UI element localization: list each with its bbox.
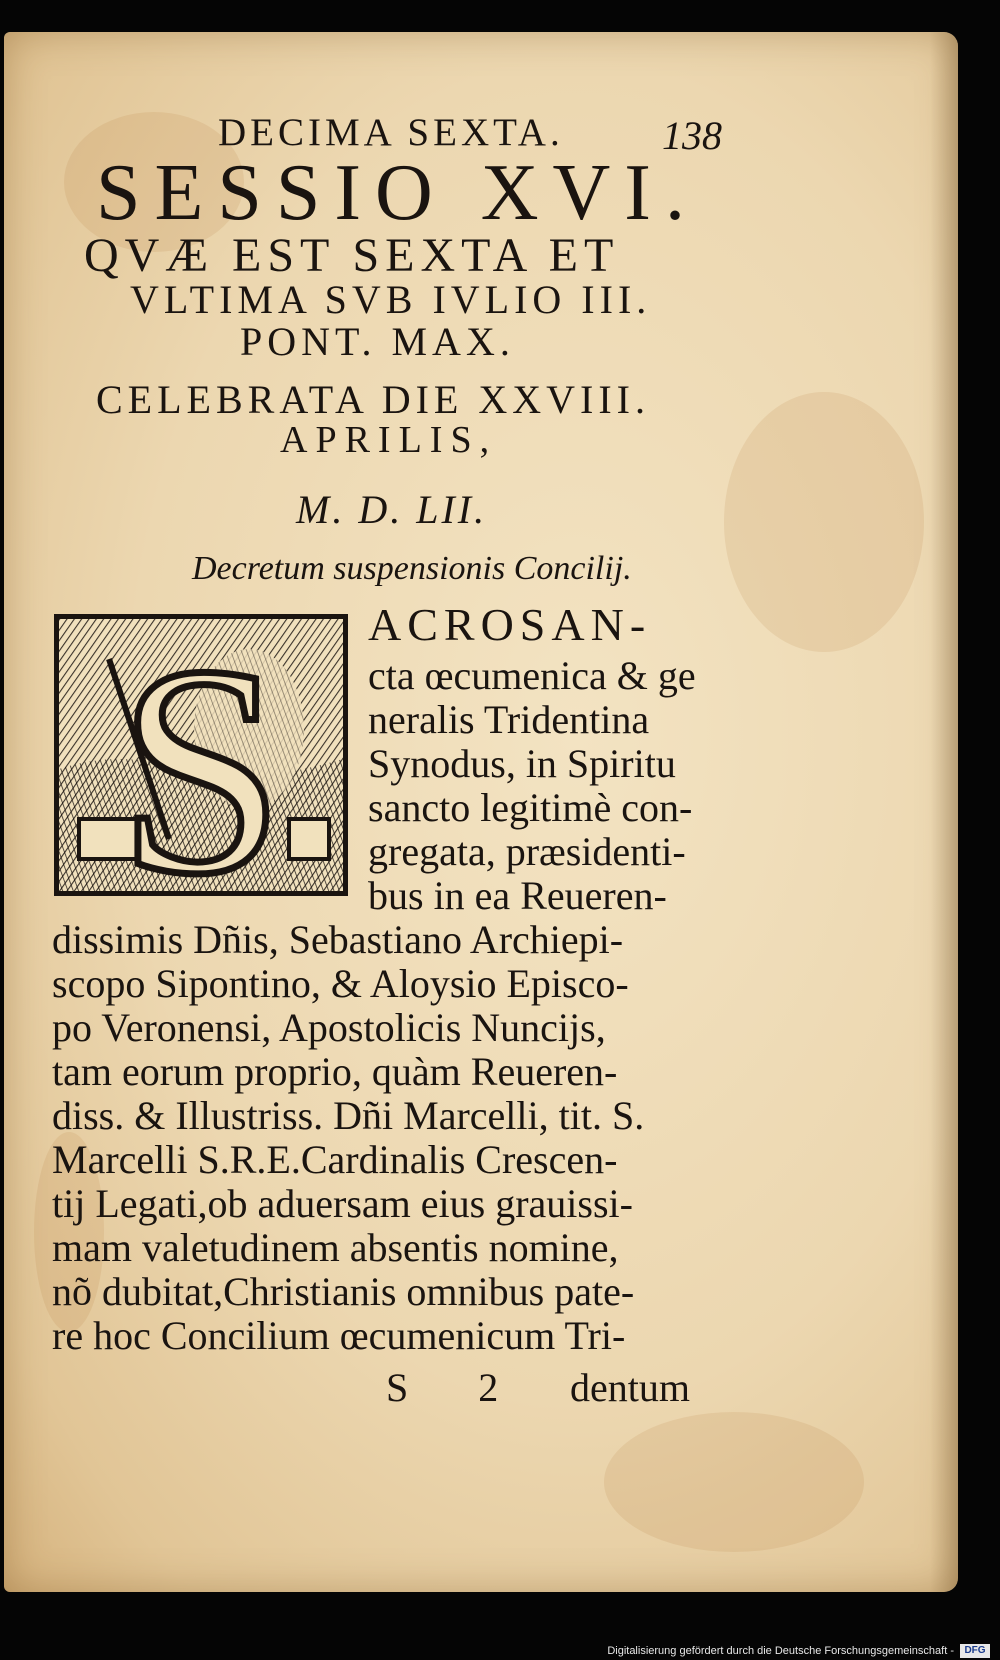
signature-mark: S 2	[386, 1365, 529, 1410]
year-line: M. D. LII.	[296, 487, 488, 532]
body-line: po Veronensi, Apostolicis Nuncijs,	[52, 1005, 606, 1050]
title-line: QVÆ EST SEXTA ET	[84, 229, 620, 282]
date-line: APRILIS,	[280, 419, 498, 461]
title-line: VLTIMA SVB IVLIO III.	[130, 277, 652, 322]
body-line: neralis Tridentina	[368, 697, 650, 742]
woodcut-initial	[54, 614, 348, 896]
folio-number: 138	[662, 113, 722, 158]
session-title: SESSIO XVI.	[96, 149, 699, 237]
body-line: tam eorum proprio, quàm Reueren-	[52, 1049, 618, 1094]
digitization-credit: Digitalisierung gefördert durch die Deutsche Forschungsgemeinschaft -	[607, 1645, 954, 1657]
title-line: PONT. MAX.	[240, 319, 515, 364]
body-line: diss. & Illustriss. Dñi Marcelli, tit. S.	[52, 1093, 645, 1138]
date-line: CELEBRATA DIE XXVIII.	[96, 377, 650, 422]
woodcut-initial-illustration	[59, 619, 343, 891]
paper-stain	[604, 1412, 864, 1552]
body-line: sancto legitimè con-	[368, 785, 693, 830]
body-line: ACROSAN-	[368, 599, 652, 650]
catchword: dentum	[570, 1365, 690, 1410]
decree-heading: Decretum suspensionis Concilij.	[192, 550, 632, 587]
body-line: nõ dubitat,Christianis omnibus pate-	[52, 1269, 635, 1314]
body-line: re hoc Concilium œcumenicum Tri-	[52, 1313, 626, 1358]
paper-stain	[724, 392, 924, 652]
body-line: Marcelli S.R.E.Cardinalis Crescen-	[52, 1137, 618, 1182]
body-line: dissimis Dñis, Sebastiano Archiepi-	[52, 917, 624, 962]
body-line: Synodus, in Spiritu	[368, 741, 676, 786]
body-line: gregata, præsidenti-	[368, 829, 686, 874]
body-line: scopo Sipontino, & Aloysio Episco-	[52, 961, 629, 1006]
page-edge-shadow	[930, 32, 958, 1592]
body-line: cta œcumenica & ge	[368, 653, 696, 698]
body-line: tij Legati,ob aduersam eius grauissi-	[52, 1181, 633, 1226]
initial-letter: S	[117, 619, 285, 891]
running-head: DECIMA SEXTA.	[218, 111, 564, 154]
dfg-logo: DFG	[960, 1644, 990, 1658]
body-line: mam valetudinem absentis nomine,	[52, 1225, 619, 1270]
body-line: bus in ea Reueren-	[368, 873, 667, 918]
